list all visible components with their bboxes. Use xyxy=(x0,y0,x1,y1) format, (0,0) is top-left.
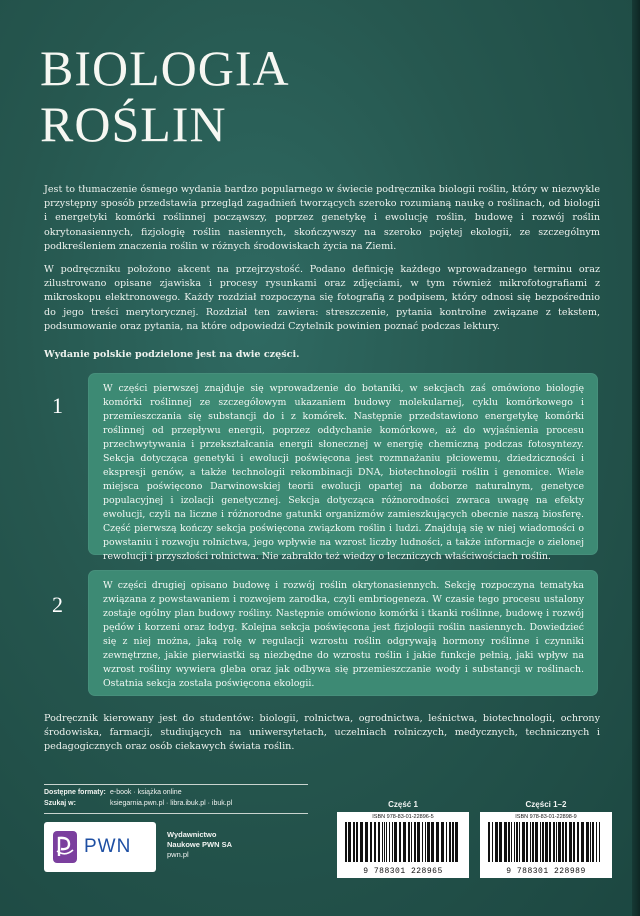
part-1-box xyxy=(88,373,598,562)
book-title xyxy=(40,40,290,152)
barcode-number: 9 788301 228989 xyxy=(506,867,586,876)
intro-paragraph: Jest to tłumaczenie ósmego wydania bardzo popularnego w świecie podręcznika biologii roślin, który w niezwykle przystępny sposób przedstawia przegląd zagadnień tworzących szeroko rozumianą naukę o roślinach, od biologii i energetyki komórki roślinnej począwszy, poprzez genetykę i ewolucję roślin, budowę i rozwój roślin okrytonasiennych, fizjologię roślin nasiennych, skończywszy na szeroko pojętej ekologii, ze szczególnym podkreśleniem znaczenia roślin w różnych środowiskach życia na Ziemi. xyxy=(44,184,600,252)
barcode-bars-icon xyxy=(488,822,604,862)
formats-label: Dostępne formaty: xyxy=(44,789,106,796)
search-label: Szukaj w: xyxy=(44,800,76,807)
title-line-1: BIOLOGIA xyxy=(40,40,290,96)
barcode-parts-1-2 xyxy=(480,800,612,878)
barcode-panel xyxy=(480,812,612,878)
barcode-part-1 xyxy=(337,800,469,878)
audience-paragraph: Podręcznik kierowany jest do studentów: biologii, rolnictwa, ogrodnictwa, leśnictwa, biotechnologii, ochrony środowiska, farmacji, studiujących na uniwersytetach, uczelniach rolniczych, medycznych, technicznych i pedagogicznych oraz osób ciekawych świata roślin. xyxy=(44,713,600,753)
cover-edge xyxy=(632,0,640,916)
pwn-logo xyxy=(44,822,156,872)
pwn-logo-icon xyxy=(52,830,78,864)
barcode-label: Część 1 xyxy=(388,800,418,809)
publisher-website: pwn.pl xyxy=(167,850,189,859)
part-1-number: 1 xyxy=(52,393,63,418)
available-formats xyxy=(44,784,308,814)
barcode-label: Części 1–2 xyxy=(525,800,567,809)
barcode-panel xyxy=(337,812,469,878)
part-2-text: W części drugiej opisano budowę i rozwój roślin okrytonasiennych. Sekcję rozpoczyna tematyka związana z powstawaniem i rozwojem zarodka, czyli embriogeneza. W czasie tego procesu ustalony zostaje ogólny plan budowy rośliny. Następnie omówiono komórki i tkanki roślinne, budowę i rozwój pędów i korzeni oraz łodyg. Kolejna sekcja poświęcona jest fizjologii roślin nasiennych. Dowiedzieć się z niej można, jaką rolę w regulacji wzrostu roślin odgrywają hormony roślinne i czynniki zewnętrzne, jakie pierwiastki są niezbędne do wzrostu roślin i jakie funkcje pełnią, jaki wpływ na wzrost rośliny wywiera gleba oraz jak odbywa się przemieszczanie wody i substancji w roślinach. Ostatnia sekcja została poświęcona ekologii. xyxy=(103,580,584,689)
part-1-text: W części pierwszej znajduje się wprowadzenie do botaniki, w sekcjach zaś omówiono biologię komórki roślinnej ze szczegółowym ukazaniem budowy molekularnej, cyklu komórkowego i przemieszczania się substancji do i z komórek. Następnie przedstawiono energetykę komórki roślinnej od przepływu energii, poprzez oddychanie komórkowe, aż do wyjaśnienia procesu przechwytywania i przekształcania energii słonecznej w energię chemiczną podczas fotosyntezy. Sekcja dotycząca genetyki i ewolucji poświęcona jest rozmnażaniu płciowemu, dziedziczności i ekspresji genów, a także technologii rekombinacji DNA, biotechnologii roślin i genomice. Wiele miejsca poświęcono Darwinowskiej teorii ewolucji opartej na doborze naturalnym, genetyce populacyjnej i izolacji genetycznej. Sekcja dotycząca różnorodności zwraca uwagę na efekty ewolucji, czyli na liczne i różnorodne gatunki organizmów zamieszkujących obecnie naszą biosferę. Część pierwszą kończy sekcja poświęcona związkom roślin i ludzi. Znajdują się w niej wiadomości o powstaniu i rozwoju rolnictwa, jego wpływie na wzrost liczby ludności, a także informacje o zielonej rewolucji i przyszłości rolnictwa. Nie zabrakło też wiedzy o leczniczych właściwościach roślin. xyxy=(103,383,584,562)
emphasis-paragraph: W podręczniku położono akcent na przejrzystość. Podano definicję każdego wprowadzanego terminu oraz zilustrowano opisane zjawiska i procesy rysunkami oraz zdjęciami, w tym również mikrofotografiami z mikroskopu elektronowego. Każdy rozdział rozpoczyna się fotografią z podpisem, który odnosi się bezpośrednio do jego treści merytorycznej. Rozdział ten zawiera: streszczenie, pytania kontrolne związane z tekstem, podsumowanie oraz pytania, na które odpowiedzi Czytelnik powinien poznać podczas lektury. xyxy=(44,264,600,332)
edition-note: Wydanie polskie podzielone jest na dwie części. xyxy=(44,349,300,360)
part-2-box xyxy=(88,570,598,696)
barcode-isbn: ISBN 978-83-01-22898-9 xyxy=(515,814,577,820)
barcode-isbn: ISBN 978-83-01-22896-5 xyxy=(372,814,434,820)
search-value: ksiegarnia.pwn.pl · libra.ibuk.pl · ibuk.pl xyxy=(110,800,233,807)
publisher-line-2: Naukowe PWN SA xyxy=(167,840,233,849)
publisher-line-1: Wydawnictwo xyxy=(167,830,217,839)
part-2-number: 2 xyxy=(52,592,63,617)
publisher-info xyxy=(167,830,232,860)
barcode-bars-icon xyxy=(345,822,461,862)
title-line-2: ROŚLIN xyxy=(40,96,227,152)
barcode-number: 9 788301 228965 xyxy=(363,867,443,876)
formats-value: e-book · książka online xyxy=(110,789,182,796)
pwn-logo-text: PWN xyxy=(84,836,132,857)
